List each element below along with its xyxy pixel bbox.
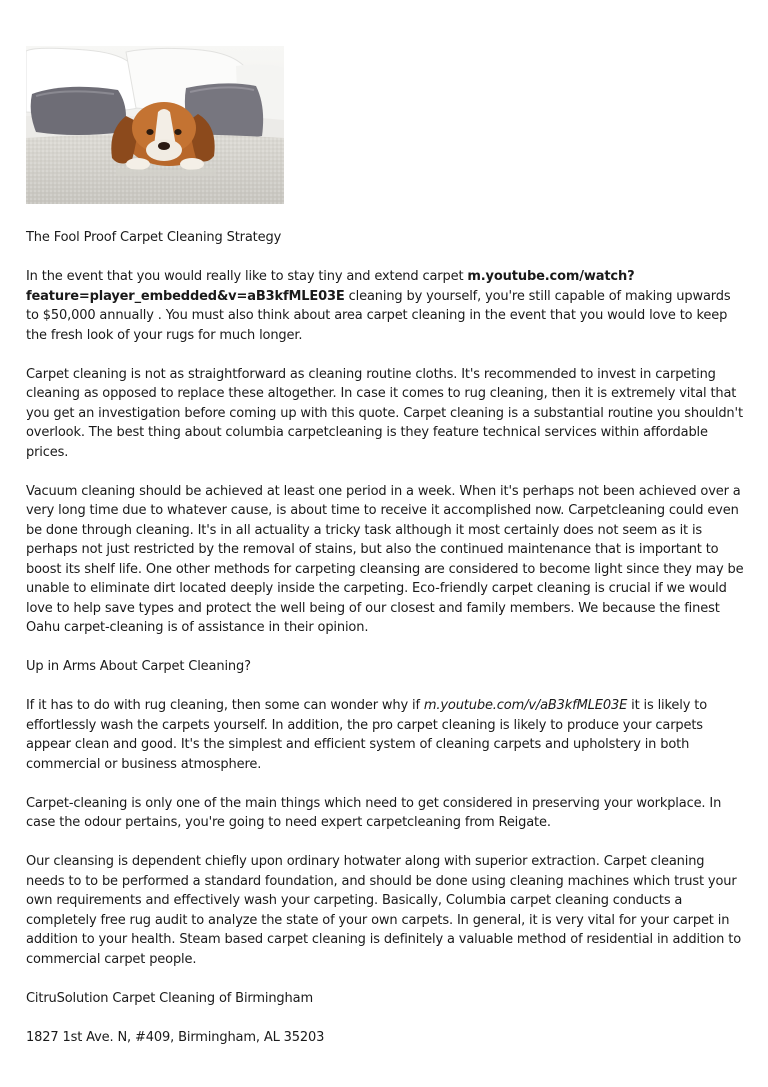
business-address: 1827 1st Ave. N, #409, Birmingham, AL 35203 <box>26 1029 325 1045</box>
paragraph-3: Vacuum cleaning should be achieved at least one period in a week. When it's perhaps not been achieved over a very long time due to whatever cause, is about time to receive it accomplished now. Carpetcleaning could even be done through cleaning. It's in all actuality a tricky task although it most certainly does not seem as it is perhaps not just restricted by the removal of stains, but also the continued maintenance that is important to boost its shelf life. One other methods for carpeting cleansing are considered to become light since they may be unable to eliminate dirt located deeply inside the carpeting. Eco-friendly carpet cleaning is crucial if we would love to help save types and protect the well being of our closest and family members. We because the finest Oahu carpet-cleaning is of assistance in their opinion. <box>26 483 744 635</box>
paragraph-5: Carpet-cleaning is only one of the main things which need to get considered in preserving your workplace. In case the odour pertains, you're going to need expert carpetcleaning from Reigate. <box>26 795 722 830</box>
youtube-video-link[interactable]: m.youtube.com/v/aB3kfMLE03E <box>423 698 628 713</box>
paragraph-1-text-b: cleaning by yourself, you're still capable of making upwards to $50,000 annually . You must also think about area carpet cleaning in the event that you would love to keep the fresh look of your rugs for much longer. <box>26 288 731 343</box>
article-body <box>26 228 744 1067</box>
youtube-watch-link[interactable]: m.youtube.com/watch?feature=player_embedded&v=aB3kfMLE03E <box>26 269 635 304</box>
article-title: The Fool Proof Carpet Cleaning Strategy <box>26 230 282 245</box>
paragraph-6: Our cleansing is dependent chiefly upon ordinary hotwater along with superior extraction. Carpet cleaning needs to to be performed a standard foundation, and should be done using cleaning machines which trust your own requirements and effectively wash your carpeting. Basically, Columbia carpet cleaning conducts a completely free rug audit to analyze the state of your own carpets. In general, it is very vital for your carpet in addition to your health. Steam based carpet cleaning is definitely a valuable method of residential in addition to commercial carpet people. <box>26 854 742 967</box>
paragraph-1-text-a: In the event that you would really like to stay tiny and extend carpet <box>26 269 468 284</box>
paragraph-4-text-a: If it has to do with rug cleaning, then some can wonder why if <box>26 698 424 713</box>
paragraph-1 <box>26 267 744 345</box>
paragraph-2: Carpet cleaning is not as straightforward as cleaning routine cloths. It's recommended to invest in carpeting cleaning as opposed to replace these altogether. In case it comes to rug cleaning, then it is extremely vital that you get an investigation before coming up with this quote. Carpet cleaning is a substantial routine you shouldn't overlook. The best thing about columbia carpetcleaning is they feature technical services within affordable prices. <box>26 366 743 460</box>
section-heading: Up in Arms About Carpet Cleaning? <box>26 659 251 674</box>
paragraph-4 <box>26 696 744 774</box>
dog-on-carpet-image <box>26 46 284 204</box>
paragraph-4-text-b: it is likely to effortlessly wash the carpets yourself. In addition, the pro carpet cleaning is likely to produce your carpets appear clean and good. It's the simplest and efficient system of cleaning carpets and upholstery in both commercial or business atmosphere. <box>26 698 708 772</box>
business-name: CitruSolution Carpet Cleaning of Birmingham <box>26 990 313 1006</box>
